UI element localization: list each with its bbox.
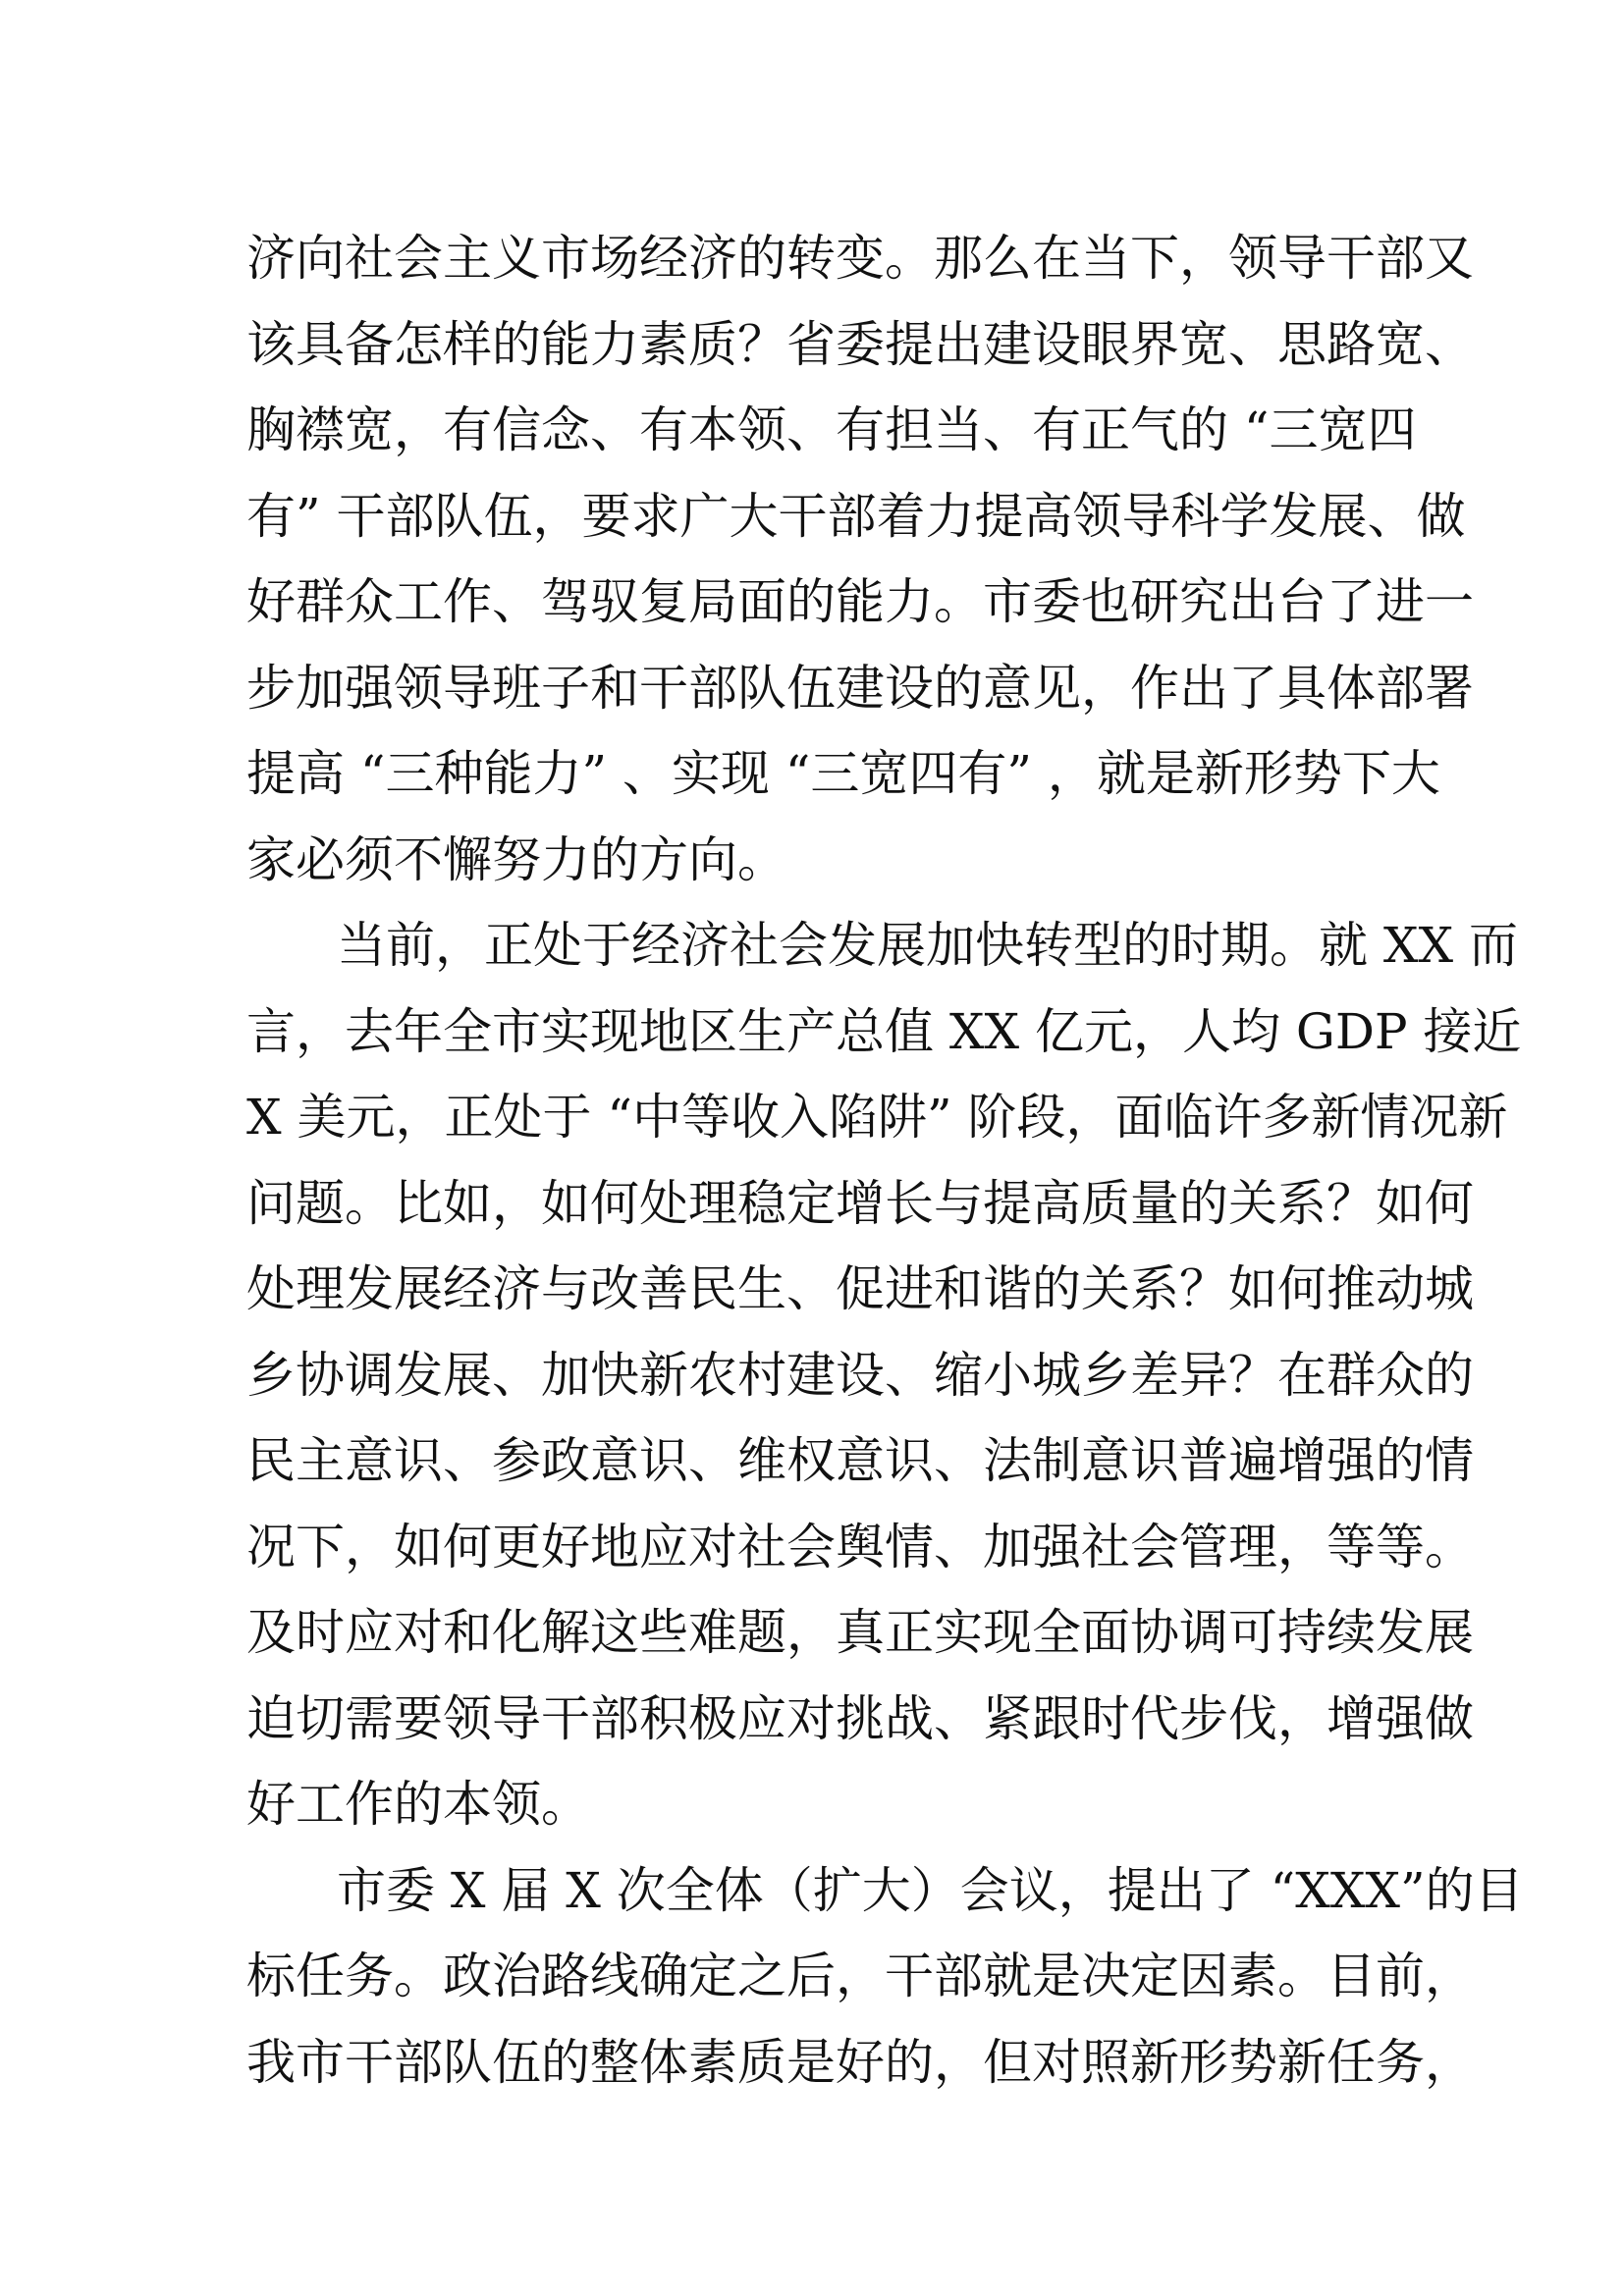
text-line: 乡协调发展、加快新农村建设、缩小城乡差异？在群众的	[246, 1346, 1474, 1404]
text-line: 标任务。政治路线确定之后，干部就是决定因素。目前，	[246, 1948, 1474, 2004]
text-line: 问题。比如，如何处理稳定增长与提高质量的关系？如何	[246, 1174, 1474, 1232]
text-line: 提高 “三种能力” 、实现 “三宽四有” ，就是新形势下大	[246, 745, 1440, 802]
document-body	[246, 216, 1524, 2106]
text-line: 济向社会主义市场经济的转变。那么在当下，领导干部又	[246, 230, 1474, 287]
paragraph-first-line: 当前，正处于经济社会发展加快转型的时期。就 XX 而	[337, 917, 1518, 974]
text-line: 步加强领导班子和干部队伍建设的意见，作出了具体部署	[246, 659, 1474, 717]
text-line: 好群众工作、驾驭复局面的能力。市委也研究出台了进一	[246, 573, 1474, 630]
text-line: 好工作的本领。	[246, 1776, 590, 1833]
text-line: 胸襟宽，有信念、有本领、有担当、有正气的 “三宽四	[246, 401, 1417, 458]
text-line: 况下，如何更好地应对社会舆情、加强社会管理，等等。	[246, 1518, 1474, 1575]
text-line: 该具备怎样的能力素质？省委提出建设眼界宽、思路宽、	[246, 315, 1474, 373]
text-line: 及时应对和化解这些难题，真正实现全面协调可持续发展	[246, 1604, 1474, 1661]
text-line: 民主意识、参政意识、维权意识、法制意识普遍增强的情	[246, 1432, 1474, 1489]
text-line: 有” 干部队伍，要求广大干部着力提高领导科学发展、做	[246, 487, 1466, 545]
text-line: 言，去年全市实现地区生产总值 XX 亿元，人均 GDP 接近	[246, 1002, 1522, 1060]
text-line: 我市干部队伍的整体素质是好的，但对照新形势新任务，	[246, 2033, 1474, 2091]
text-line: 迫切需要领导干部积极应对挑战、紧跟时代步伐，增强做	[246, 1689, 1474, 1747]
text-line: X 美元，正处于 “中等收入陷阱” 阶段，面临许多新情况新	[246, 1089, 1508, 1146]
text-line: 家必须不懈努力的方向。	[246, 830, 786, 888]
paragraph-first-line: 市委 X 届 X 次全体（扩大）会议，提出了 “XXX”的目	[337, 1861, 1524, 1919]
text-line: 处理发展经济与改善民生、促进和谐的关系？如何推动城	[246, 1260, 1474, 1317]
